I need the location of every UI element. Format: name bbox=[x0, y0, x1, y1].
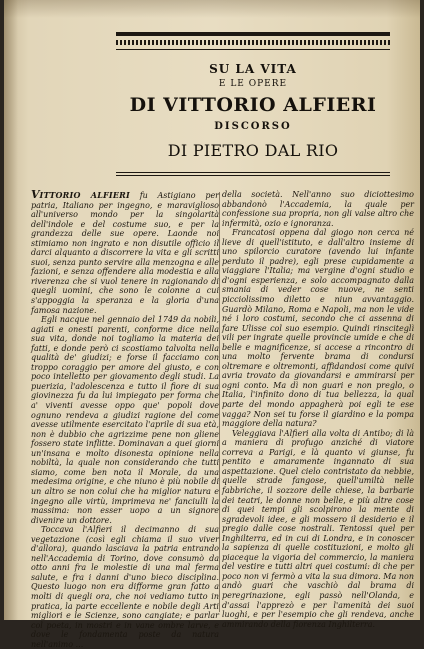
title-discorso: DISCORSO bbox=[214, 121, 292, 132]
paragraph: della società. Nell'anno suo diciottesimo abbandonò l'Accademia, la quale per confessione sua propria, non gli valse altro che infermità, ozio e ignoranza. bbox=[222, 190, 414, 228]
paragraph: Francatosi oppena dal giogo non cerca né lieve di quell'istituto, e dall'altro insieme di uno spilorcio curatore (avendo lui infante perduto il padre), egli prese cupidamente a viaggiare l'Italia; ma vergine d'ogni studio e d'ogni esperienza, e solo accompagnato dalla smania di veder cose nuove, ne senti picciolissimo diletto e niun avvantaggio. Guardò Milano, Roma e Napoli, ma non le vide né i loro costumi, secondo che ci assenna di fare Ulisse col suo esempio. Quindi rinsciteglì vili per ingrate quelle provincie umide e che di belle e magnificenze, si accese a rincontro di una molto fervente brama di condursi oltremare e oltremonti, affidandosi come quivi avria trovato da giovandarsi e ammirarsi per ogni conto. Ma dì non guari e non preglo, o Italia, l'infinito dono di tua bellezza, la qual parte del mondo appagherà poi egli te ese vagga? Non sei tu forse il giardino e la pompa maggiore della natura? bbox=[222, 228, 414, 429]
header-rule-top bbox=[116, 32, 390, 36]
page-top-shadow bbox=[4, 0, 420, 18]
paragraph: Veleggiava l'Alfieri alla volta di Antibo; di là a maniera di profugo anziché di viatore correva a Parigi, e là quanto vi giunse, fu pentito e amaramente ingannato di sua aspettazione. Quel cielo contristato da nebbie, quelle strade fangose, quell'umiltà nelle fabbriche, il sozzore delle chiese, la barbarie dei teatri, le donne non belle, e più altre cose di quei tempi gli scolpirono la mente di sgradevoli idee, e gli mossero il desiderio e il pregio dalle cose nostrali. Tentossi quel per Inghilterra, ed in cui di Londra, e in conoscer la sapienza di quelle costituzioni, e molto gli piaceque la vigoria del commercio, la maniera del vestire e tutti altri quei costumi: di che per poco non vi fermò a vita la sua dimora. Ma non andò guari che vaschiò dal brama di peregrinazione, egli passò nell'Olanda, e d'assai l'apprezò e per l'amenità dei suoi luoghi, e per l'esempio che gli rendeva, anche ammirando della fiorenza Inghilterra. bbox=[222, 428, 414, 629]
column-divider bbox=[219, 192, 220, 612]
paragraph bbox=[31, 190, 219, 315]
text-column-right bbox=[222, 190, 414, 629]
title-line-1: SU LA VITA bbox=[209, 62, 297, 76]
paragraph: Toccava l'Alfieri il decimanno di sua vegetazione (così egli chiama il suo viver d'allora), quando lasciava la patria entrando nell'Accademia di Torino, dove consumò da otto anni fra le molestie di una mal ferma salute, e fra i danni d'uno bieco disciplina. Questo luogo non era difforme gran fatto a molti di quegli ora, che noi vediamo tutto in pratica, la parte eccellente e nobile degli Arti migliori e le Scienze, sono cangiate; e parlar col poeta, in mostri e in vane ombre larve, e dove le fondamenta poste da natura nell'animo ... bbox=[31, 525, 219, 649]
title-main: DI VITTORIO ALFIERI bbox=[129, 94, 377, 116]
drop-cap: V bbox=[31, 188, 40, 201]
page-edge-shadow bbox=[4, 0, 18, 620]
book-page bbox=[4, 0, 420, 649]
paragraph-text: fu Astigiano per patria, Italiano per ingegno, e maraviglioso all'universo mondo per la singolarità dell'indole e del costume suo, e per la grandezza delle sue opere. Laonde noi stimiamo non ingrato e non disutile officio il darci alquanto a discorrere la vita e gli scritti suoi, senza punto servire alla menzogna e alle fazioni, e senza offendere alla modestia e alla riverenza che si vuol tenere in ragionando di quegli uomini, che sono le colonne a cui s'appoggia la speranza e la gloria d'una famosa nazione. bbox=[31, 191, 220, 315]
header-rule-bottom-2 bbox=[116, 175, 390, 176]
header-rule-thin bbox=[116, 49, 390, 50]
title-author: DI PIETRO DAL RIO bbox=[167, 141, 339, 160]
drop-cap-rest: ITTORIO ALFIERI bbox=[39, 190, 130, 200]
paragraph: Egli nacque nel gennaio del 1749 da nobili, agiati e onesti parenti, conforme dice nella sua vita, donde noi togliamo la materia dei fatti, e donde però ci scostiamo talvolta nella qualità de' giudizi; e forse il facciamo con troppo coraggio per amore del giusto, e con poco intelletto per giovamento degli studi. La puerizia, l'adolescenza e tutto il fiore di sua giovinezza fu da lui impiegato per forma che a' viventi avesse oppo que' popoli dove ognuno rendeva a giudizi ragione del come avesse utilmente esercitato l'aprile di sua età, non è dubbio che agrizzime pene non gliene fossero state inflitte. Dominavan a quei giorni un'insana e molto disonesta opinione nella nobiltà, la quale non considerando che tutti siamo, come ben nota il Morale, da una medesima origine, e che niuno è più nobile di un altro se non colui che ha miglior natura e ingegno alle virtù, imprimeva ne' fanciulli la massima: non esser uopo a un signore divenire un dottore. bbox=[31, 315, 219, 525]
title-line-2: E LE OPERE bbox=[218, 79, 288, 89]
header-rule-pattern bbox=[116, 40, 390, 45]
text-column-left bbox=[31, 188, 220, 649]
header-rule-bottom bbox=[116, 172, 390, 173]
